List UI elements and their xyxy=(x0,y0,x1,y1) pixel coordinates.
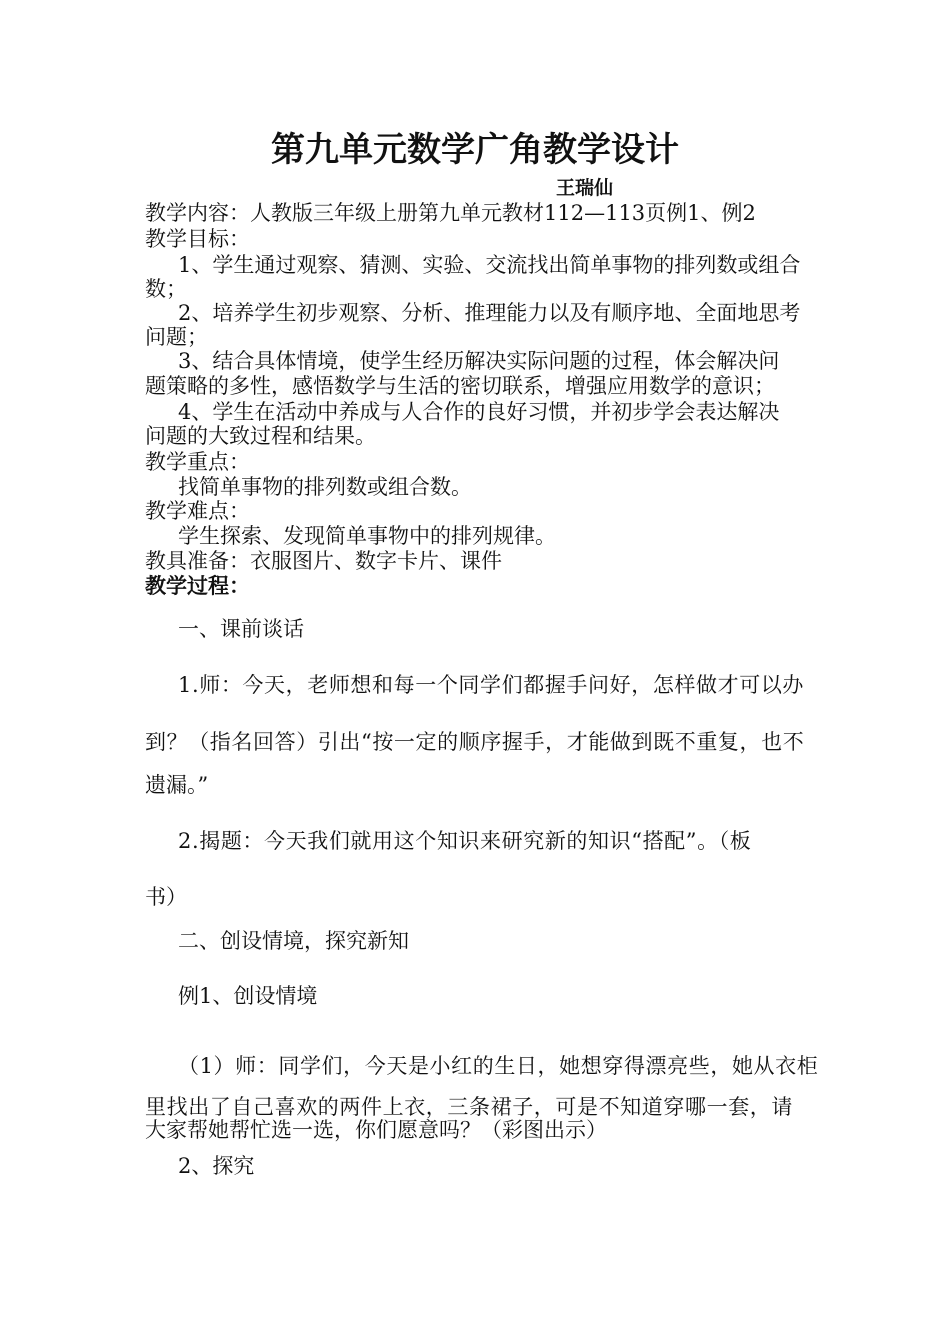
section-1-item-1-line-2: 到？（指名回答）引出“按一定的顺序握手，才能做到既不重复，也不 xyxy=(145,730,805,754)
key-text: 找简单事物的排列数或组合数。 xyxy=(178,475,472,499)
goal-2-line-1: 2、培养学生初步观察、分析、推理能力以及有顺序地、全面地思考 xyxy=(178,301,801,325)
section-2-heading: 二、创设情境，探究新知 xyxy=(178,929,409,953)
tools-line: 教具准备：衣服图片、数字卡片、课件 xyxy=(145,549,502,573)
difficulty-label: 教学难点： xyxy=(145,499,250,523)
example-1-item-1-line-3: 大家帮她帮忙选一选，你们愿意吗？（彩图出示） xyxy=(145,1118,607,1142)
goal-3-line-2: 题策略的多性，感悟数学与生活的密切联系，增强应用数学的意识； xyxy=(145,374,775,398)
section-1-item-2-line-1: 2.揭题：今天我们就用这个知识来研究新的知识“搭配”。（板 xyxy=(178,829,752,853)
document-title: 第九单元数学广角教学设计 xyxy=(271,130,679,170)
section-1-item-2-line-2: 书） xyxy=(145,885,187,909)
section-1-item-1-line-3: 遗漏。” xyxy=(145,773,209,797)
key-label: 教学重点： xyxy=(145,450,250,474)
goals-label: 教学目标： xyxy=(145,227,250,251)
example-1-item-1-line-1: （1）师：同学们，今天是小红的生日，她想穿得漂亮些，她从衣柜 xyxy=(178,1054,819,1078)
section-1-heading: 一、课前谈话 xyxy=(178,617,304,641)
difficulty-text: 学生探索、发现简单事物中的排列规律。 xyxy=(178,524,556,548)
goal-1-line-2: 数； xyxy=(145,277,187,301)
content-line: 教学内容：人教版三年级上册第九单元教材112—113页例1、例2 xyxy=(145,201,756,225)
goal-3-line-1: 3、结合具体情境，使学生经历解决实际问题的过程，体会解决问 xyxy=(178,349,780,373)
goal-4-line-2: 问题的大致过程和结果。 xyxy=(145,424,376,448)
goal-4-line-1: 4、学生在活动中养成与人合作的良好习惯，并初步学会表达解决 xyxy=(178,400,780,424)
goal-2-line-2: 问题； xyxy=(145,325,208,349)
example-1-heading: 例1、创设情境 xyxy=(178,984,318,1008)
item-2-heading: 2、探究 xyxy=(178,1154,255,1178)
process-label: 教学过程： xyxy=(145,574,250,598)
section-1-item-1-line-1: 1.师：今天，老师想和每一个同学们都握手问好，怎样做才可以办 xyxy=(178,673,805,697)
example-1-item-1-line-2: 里找出了自己喜欢的两件上衣，三条裙子，可是不知道穿哪一套，请 xyxy=(145,1095,793,1119)
author-name: 王瑞仙 xyxy=(556,177,614,199)
goal-1-line-1: 1、学生通过观察、猜测、实验、交流找出简单事物的排列数或组合 xyxy=(178,253,801,277)
